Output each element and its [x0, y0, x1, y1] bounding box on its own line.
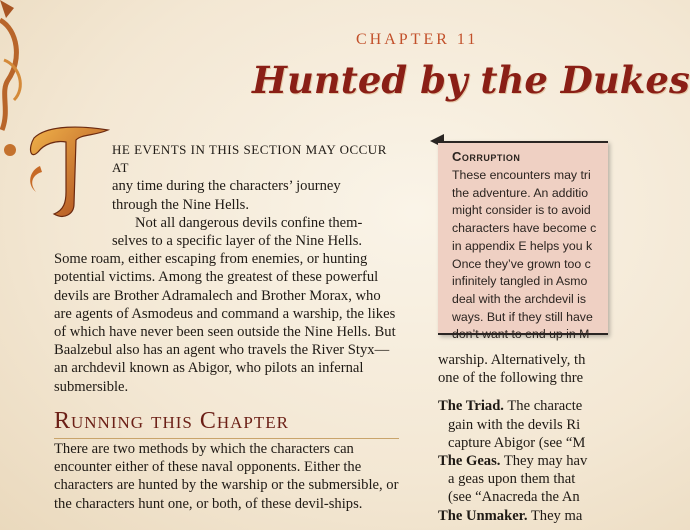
col2-line: one of the following thre — [438, 370, 584, 387]
sidebar-title: Corruption — [452, 149, 521, 164]
sidebar-line: don’t want to end up in M — [452, 327, 590, 342]
col2-line: warship. Alternatively, th — [438, 352, 586, 368]
intro-p2-line2: selves to a specific layer of the Nine Hells. — [112, 233, 363, 250]
sidebar-line: might consider is to avoid — [452, 203, 591, 218]
drop-cap-text: T — [24, 109, 34, 126]
option-line: capture Abigor (see “M — [448, 434, 586, 451]
sidebar-line: ways. But if they still have — [452, 309, 593, 324]
option-term: The Unmaker. — [438, 507, 528, 524]
sidebar-line: in appendix E helps you k — [452, 238, 593, 253]
intro-p1-line3: through the Nine Hells. — [112, 196, 249, 213]
intro-paragraph-1 — [112, 141, 399, 214]
option-text: They ma — [527, 507, 583, 524]
intro-p1-line2: any time during the characters’ journey — [112, 178, 341, 195]
chapter-number: CHAPTER 11 — [356, 31, 479, 48]
option-geas — [438, 452, 638, 470]
sidebar-line: deal with the archdevil is — [452, 291, 586, 306]
sidebar-line: These encounters may tri — [452, 168, 591, 182]
intro-p2-rest: Some roam, either escaping from enemies, or hunting potential victims. Among the greatest of these powerful devils are Brother Adramalech and Brother Morax, who are agents of Asmodeus and command a warship, the likes of which have never been seen outside the Nine Hells. But Baalzebul also has an agent who travels the River Styx—an archdevil known as Abigor, who pilots an infernal submersible. — [54, 251, 396, 395]
sidebar-line: characters have become c — [452, 221, 597, 236]
section-body: There are two methods by which the characters can encounter either of these naval opponents. Either the characters are hunted by the warship or the submersible, or the characters hunt one, or both, of these devil-ships. — [54, 441, 399, 512]
corruption-sidebar — [438, 141, 608, 342]
sidebar-line: infinitely tangled in Asmo — [452, 274, 588, 289]
section-heading: Running this Chapter — [54, 408, 289, 434]
intro-paragraph-2 — [54, 214, 399, 396]
sidebar-body — [452, 167, 652, 344]
intro-p2-line1: Not all dangerous devils confine them- — [135, 214, 363, 231]
right-column-text — [438, 351, 638, 525]
intro-text — [54, 141, 399, 396]
option-term: The Geas. — [438, 453, 501, 470]
option-line: (see “Anacreda the An — [448, 489, 580, 506]
sidebar-line: the adventure. An additio — [452, 185, 589, 200]
option-term: The Triad. — [438, 398, 504, 415]
option-text: They may hav — [500, 453, 588, 470]
option-triad — [438, 397, 638, 415]
option-text: The characte — [503, 398, 583, 415]
sidebar-line: Once they’ve grown too c — [452, 256, 591, 271]
option-line: gain with the devils Ri — [448, 416, 581, 433]
heading-divider — [54, 438, 399, 439]
intro-lead-caps: HE EVENTS IN THIS SECTION MAY OCCUR AT — [112, 142, 387, 176]
option-unmaker — [438, 507, 638, 525]
chapter-title: Hunted by the Dukes — [252, 58, 690, 102]
option-line: a geas upon them that — [448, 471, 576, 488]
